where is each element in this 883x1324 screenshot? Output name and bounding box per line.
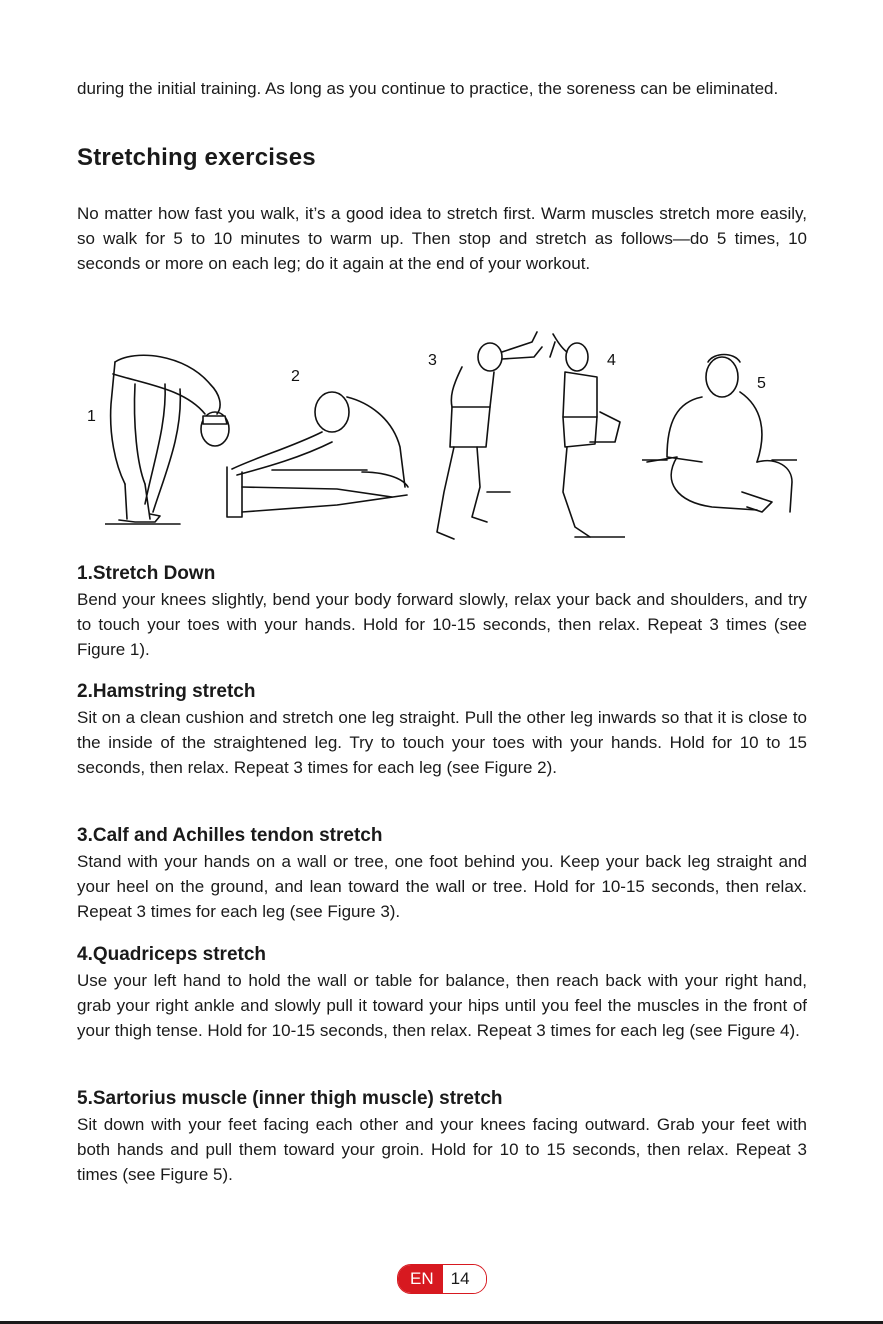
figure-number-2: 2	[291, 368, 300, 385]
section-title: 3.Calf and Achilles tendon stretch	[77, 825, 383, 846]
figure-number-5: 5	[757, 375, 766, 392]
section-title: 1.Stretch Down	[77, 563, 216, 584]
figure-number-4: 4	[607, 352, 616, 369]
section-body: Sit on a clean cushion and stretch one leg straight. Pull the other leg inwards so that it is close to the inside of the straightened leg. Try to touch your toes with your hands. Hold for 10 to 15 seconds, then relax. Repeat 3 times for each leg (see Figure 2).	[77, 708, 807, 777]
section-hamstring-stretch	[77, 679, 807, 780]
stretching-intro-paragraph: No matter how fast you walk, it’s a good idea to stretch first. Warm muscles stretch more easily, so walk for 5 to 10 minutes to warm up. Then stop and stretch as follows—do 5 times, 10 seconds or more on each leg; do it again at the end of your workout.	[77, 204, 807, 273]
section-body: Stand with your hands on a wall or tree, one foot behind you. Keep your back leg straight and your heel on the ground, and lean toward the wall or tree. Hold for 10-15 seconds, then relax. Repeat 3 times for each leg (see Figure 3).	[77, 852, 807, 921]
section-sartorius-stretch	[77, 1086, 807, 1187]
section-calf-stretch	[77, 823, 807, 924]
section-quadriceps-stretch	[77, 942, 807, 1043]
intro-paragraph: during the initial training. As long as you continue to practice, the soreness can be eliminated.	[77, 79, 779, 98]
section-body: Use your left hand to hold the wall or table for balance, then reach back with your right hand, grab your right ankle and slowly pull it toward your hips until you feel the muscles in the front of your thigh tense. Hold for 10-15 seconds, then relax. Repeat 3 times for each leg (see Figure 4).	[77, 971, 807, 1040]
section-title: 2.Hamstring stretch	[77, 681, 256, 702]
page-title: Stretching exercises	[77, 144, 316, 171]
section-title: 5.Sartorius muscle (inner thigh muscle) stretch	[77, 1088, 503, 1109]
section-stretch-down	[77, 561, 807, 662]
figure-number-3: 3	[428, 352, 437, 369]
quadriceps-stretch-illustration	[545, 332, 625, 547]
page-badge	[397, 1264, 487, 1294]
hamstring-stretch-illustration	[222, 377, 417, 522]
sartorius-stretch-illustration	[642, 352, 797, 527]
section-body: Sit down with your feet facing each other and your knees facing outward. Grab your feet with both hands and pull them toward your groin. Hold for 10 to 15 seconds, then relax. Repeat 3 times (see Figure 5).	[77, 1115, 807, 1184]
section-title: 4.Quadriceps stretch	[77, 944, 267, 965]
figure-number-1: 1	[87, 408, 96, 425]
language-label: EN	[398, 1265, 443, 1293]
section-body: Bend your knees slightly, bend your body forward slowly, relax your back and shoulders, and try to touch your toes with your hands. Hold for 10-15 seconds, then relax. Repeat 3 times (see Figure 1).	[77, 590, 807, 659]
stretching-figures	[77, 322, 807, 552]
page-number: 14	[443, 1265, 486, 1293]
calf-stretch-illustration	[432, 327, 547, 547]
